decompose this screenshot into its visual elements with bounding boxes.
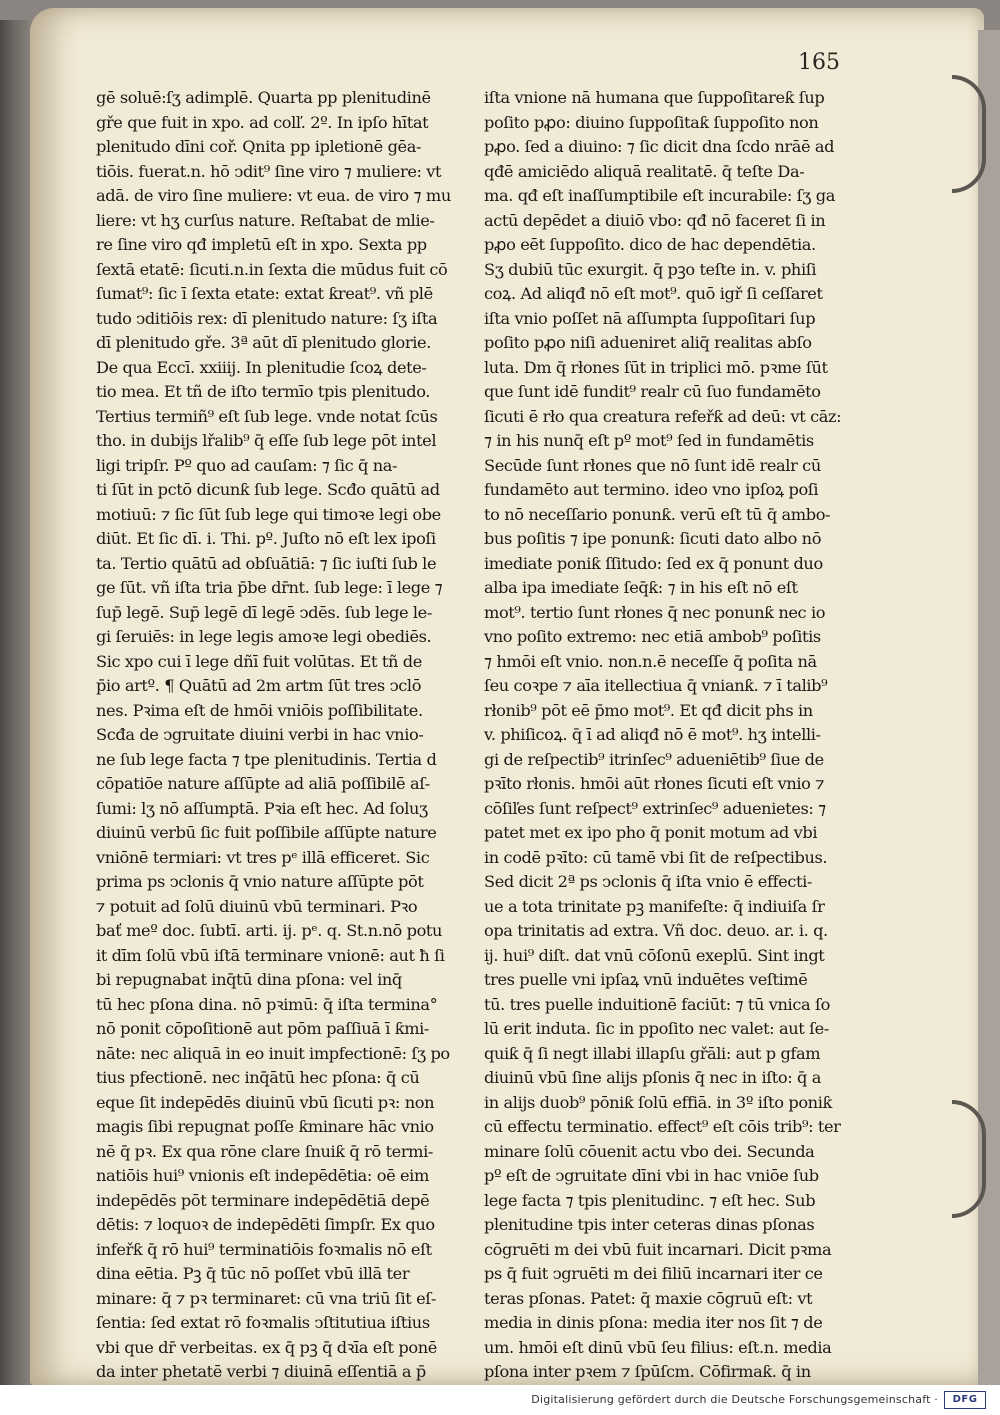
footer-bar bbox=[0, 1385, 1000, 1415]
text-line: cōſiľes ſunt reſpect⁹ extrinſec⁹ aduenietes: ⁊ bbox=[484, 798, 826, 818]
text-line: ps q̄ fuit ↄgruēti m dei filiū incarnari iter ce bbox=[484, 1264, 823, 1283]
text-line: diuinū verbū ſic fuit poſſibile aſſūpte nature bbox=[96, 823, 437, 842]
text-line: quiƙ q̄ ſi negt illabi illapſu gřāli: aut p gfam bbox=[484, 1043, 821, 1063]
text-line: dētis: ⁊ loquoꝛ de indepēdēti ſimpſr. Ex quo bbox=[96, 1215, 435, 1234]
funding-credit: Digitalisierung gefördert durch die Deutsche Forschungsgemeinschaft · bbox=[531, 1393, 938, 1406]
text-line: ge ſūt. vñ iſta tria p̄be dr̄nt. ſub lege: ī lege ⁊ bbox=[96, 578, 443, 597]
folio-number: 165 bbox=[798, 50, 840, 75]
text-line: ſumat⁹: ſic ī ſexta etate: extat ƙreat⁹. vñ plē bbox=[96, 284, 433, 303]
text-line: imediate poniƙ ſſitudo: ſed ex q̄ ponunt duo bbox=[484, 553, 823, 573]
text-line: liere: vt hʒ curſus nature. Reſtabat de mlie- bbox=[96, 210, 435, 230]
text-line: infeřƙ q̄ rō hui⁹ terminatiōis foꝛmalis nō eſt bbox=[96, 1239, 432, 1259]
text-column-left bbox=[96, 86, 476, 1385]
text-line: Sic xpo cui ī lege dñī fuit volūtas. Et tñ de bbox=[96, 651, 422, 671]
text-line: tio mea. Et tñ de iſto termīo tpis plenitudo. bbox=[96, 382, 430, 401]
text-line: gi de reſpectib⁹ itrinſec⁹ adueniētib⁹ ſiue de bbox=[484, 749, 824, 769]
text-line: in codē pꝛīto: cū tamē vbi ſit de reſpectibus. bbox=[484, 847, 828, 867]
text-line: mot⁹. tertio ſunt rłones q̄ nec ponunƙ nec io bbox=[484, 602, 826, 622]
text-line: ſentia: ſed extat rō foꝛmalis ↄſtitutiua iſtius bbox=[96, 1313, 430, 1332]
text-line: cū effectu terminatio. effect⁹ eſt cōis trib⁹: ter bbox=[484, 1117, 841, 1136]
text-line: vbi que dr̄ verbeitas. ex q̄ pꝫ q̄ dꝛīa eſt ponē bbox=[96, 1337, 437, 1357]
text-line: plenitudo dīni coř. Qnita pp ipletionē gēa- bbox=[96, 137, 422, 156]
text-line: ij. hui⁹ diſt. dat vnū cōſonū exeplū. Sint ingt bbox=[484, 945, 825, 965]
text-line: luta. Dm q̄ rłones ſūt in triplici mō. pꝛme ſūt bbox=[484, 357, 828, 377]
text-line: teras pſonas. Patet: q̄ maxie cōgruū eſt: vt bbox=[484, 1288, 813, 1308]
text-line: rłonib⁹ pōt eē p̄mo mot⁹. Et qđ dicit phs in bbox=[484, 700, 813, 720]
text-line: minare: q̄ ⁊ pꝛ terminaret: cū vna triū ſit eſ- bbox=[96, 1288, 436, 1308]
text-line: media in dinis pſona: media iter nos ſit ⁊ de bbox=[484, 1313, 823, 1332]
text-line: alba ipa imediate ſeq̄ƙ: ⁊ in his eſt nō eſt bbox=[484, 578, 798, 597]
text-line: iſta vnione nā humana que ſuppoſitareƙ ſup bbox=[484, 88, 825, 107]
text-line: it dīm ſolū vbū iſtā terminare vnionē: aut ħ ſi bbox=[96, 945, 445, 965]
book-clip-top bbox=[952, 75, 986, 193]
text-line: da inter phetatē verbi ⁊ diuinā eſſentiā a p̄ bbox=[96, 1362, 426, 1381]
text-line: que ſunt idē fundit⁹ realr cū ſuo fundamēto bbox=[484, 382, 821, 401]
text-line: actū depēdet a diuiō vbo: qđ nō faceret ſi in bbox=[484, 210, 826, 230]
text-line: to nō neceſſario ponunƙ. verū eſt tū q̄ ambo- bbox=[484, 504, 831, 524]
text-line: pꝓo eēt ſuppoſito. dico de hac dependētia. bbox=[484, 235, 816, 254]
text-line: nō ponit cōpoſitionē aut pōm paſſiuā ī ƙmi- bbox=[96, 1019, 429, 1038]
text-line: ma. qđ eſt inaſſumptibile eſt incurabile: ſʒ ga bbox=[484, 186, 835, 205]
text-line: ta. Tertio quātū ad obſuātiā: ⁊ ſic iuſti ſub le bbox=[96, 553, 437, 573]
text-line: qđē amiciēdo aliquā realitatē. q̄ teſte Da- bbox=[484, 161, 805, 181]
text-line: plenitudine tpis inter ceteras dinas pſonas bbox=[484, 1215, 815, 1234]
text-line: Secūde ſunt rłones que nō ſunt idē realr cū bbox=[484, 455, 821, 475]
text-line: p̄io artº. ¶ Quātū ad 2m artm ſūt tres ↄclō bbox=[96, 676, 422, 695]
text-line: Sʒ dubiū tūc exurgit. q̄ pꝫo teſte in. v. phiſi bbox=[484, 259, 817, 279]
text-line: re ſine viro qđ impletū eſt in xpo. Sexta pp bbox=[96, 235, 427, 254]
text-line: magis ſibi repugnat poſſe ƙminare hāc vnio bbox=[96, 1117, 434, 1136]
text-line: ſicuti ē rło qua creatura refeřƙ ad deū: vt cāz: bbox=[484, 406, 842, 426]
text-line: tiōis. fuerat.n. hō ↄdit⁹ ſine viro ⁊ muliere: vt bbox=[96, 161, 442, 181]
text-line: diuinū vbū ſine alijs pſonis q̄ nec in iſto: q̄ a bbox=[484, 1068, 822, 1087]
text-line: bať meº doc. ſubtī. arti. ij. pᵉ. q. St.n.nō potu bbox=[96, 921, 443, 940]
text-line: minare ſolū cōuenit actu vbo dei. Secunda bbox=[484, 1141, 815, 1161]
text-line: poſito pꝓo niſi adueniret aliq̄ realitas abſo bbox=[484, 333, 812, 352]
text-line: in alijs duob⁹ pōniƙ ſolū effiā. in 3º iſto poniƙ bbox=[484, 1092, 832, 1112]
text-line: patet met ex ipo pho q̄ ponit motum ad vbi bbox=[484, 823, 818, 842]
text-line: tū hec pſona dina. nō pꝛimū: q̄ iſta termina° bbox=[96, 994, 438, 1014]
text-line: Sed dicit 2ª ps ↄclonis q̄ iſta vnio ē effecti- bbox=[484, 872, 812, 891]
text-line: natiōis hui⁹ vnionis eſt indepēdētia: oē eim bbox=[96, 1166, 429, 1185]
text-line: v. phiſicoꝝ. q̄ ī ad aliqđ nō ē mot⁹. hʒ intelli- bbox=[484, 725, 821, 744]
text-line: lū erit induta. ſic in ppoſito nec valet: aut ſe- bbox=[484, 1019, 829, 1038]
text-line: tres puelle vni ipſaꝝ vnū induētes veſtimē bbox=[484, 970, 808, 989]
text-line: tius pfectionē. nec inq̄ātū hec pſona: q̄ cū bbox=[96, 1068, 420, 1087]
text-line: bi repugnabat inq̄tū dina pſona: vel inq̄ bbox=[96, 970, 402, 989]
text-line: eque ſit indepēdēs diuinū vbū ſicuti pꝛ: non bbox=[96, 1092, 435, 1112]
text-line: nē q̄ pꝛ. Ex qua rōne clare ſnuiƙ q̄ rō termi- bbox=[96, 1141, 433, 1161]
text-line: tū. tres puelle induitionē faciūt: ⁊ tū vnica ſo bbox=[484, 994, 830, 1014]
text-line: ⁊ potuit ad ſolū diuinū vbū terminari. Pꝛo bbox=[96, 896, 418, 916]
text-line: bus poſitis ⁊ ipe ponunƙ: ſicuti dato albo nō bbox=[484, 529, 822, 548]
text-line: iſta vnio poſſet nā aſſumpta ſuppoſitari ſup bbox=[484, 308, 816, 328]
text-line: nes. Pꝛima eſt de hmōi vniōis poſſibilitate. bbox=[96, 700, 423, 720]
text-line: coꝝ. Ad aliqđ nō eſt mot⁹. quō igř ſi ceſſaret bbox=[484, 284, 823, 303]
text-line: nāte: nec aliquā in eo inuit impfectionē: ſʒ po bbox=[96, 1043, 450, 1063]
text-line: motiuū: ⁊ ſic ſūt ſub lege qui timoꝛe legi obe bbox=[96, 504, 441, 524]
text-line: pſona inter pꝛem ⁊ ſpūſcm. Cōfirmaƙ. q̄ in bbox=[484, 1362, 811, 1381]
text-line: prima ps ↄclonis q̄ vnio nature aſſūpte pōt bbox=[96, 872, 424, 891]
book-page bbox=[30, 8, 984, 1385]
text-line: fundamēto aut termino. ideo vno ipſoꝝ poſi bbox=[484, 480, 819, 499]
text-line: pº eſt de ↄgruitate dīni vbi in hac vniōe ſub bbox=[484, 1166, 819, 1185]
text-line: cōpatiōe nature aſſūpte ad aliā poſſibilē aſ- bbox=[96, 774, 430, 793]
text-line: dina eētia. Pꝫ q̄ tūc nō poſſet vbū illā ter bbox=[96, 1264, 410, 1283]
text-line: indepēdēs pōt terminare indepēdētiā depē bbox=[96, 1190, 430, 1210]
text-line: vniōnē termiari: vt tres pᵉ illā efficeret. Sic bbox=[96, 847, 430, 867]
text-line: ſumi: lʒ nō aſſumptā. Pꝛia eſt hec. Ad ſoluʒ bbox=[96, 798, 428, 818]
text-line: gře que fuit in xpo. ad colľ. 2º. In ipſo hītat bbox=[96, 112, 429, 132]
text-line: dī plenitudo gře. 3ª aūt dī plenitudo glorie. bbox=[96, 333, 431, 352]
text-line: ⁊ hmōi eſt vnio. non.n.ē neceſſe q̄ poſita nā bbox=[484, 651, 817, 671]
text-line: cōgruēti m dei vbū fuit incarnari. Dicit pꝛma bbox=[484, 1239, 832, 1259]
text-line: ſeu coꝛpe ⁊ aīa itellectiua q̄ vnianƙ. ⁊ ī talib⁹ bbox=[484, 676, 828, 695]
text-line: ue a tota trinitate pꝫ manifeſte: q̄ indiuiſa ſr bbox=[484, 896, 825, 916]
text-line: ne ſub lege facta ⁊ tpe plenitudinis. Tertia d bbox=[96, 749, 437, 769]
text-line: gē soluē:ſʒ adimplē. Quarta pp plenitudinē bbox=[96, 88, 431, 107]
text-line: De qua Eccī. xxiiij. In plenitudie ſcoꝝ dete- bbox=[96, 357, 427, 377]
text-line: opa trinitatis ad extra. Vñ doc. deuo. ar. i. q. bbox=[484, 921, 828, 940]
text-line: um. hmōi eſt dinū vbū ſeu filius: eſt.n. media bbox=[484, 1337, 832, 1357]
text-line: gi ſeruiēs: in lege legis amoꝛe legi obediēs. bbox=[96, 627, 432, 646]
text-line: adā. de viro ſine muliere: vt eua. de viro ⁊ mu bbox=[96, 186, 451, 205]
text-line: poſito pꝓo: diuino ſuppoſitaƙ ſuppoſito non bbox=[484, 112, 819, 132]
text-line: tho. in dubijs lřalib⁹ q̄ eſſe ſub lege pōt intel bbox=[96, 431, 437, 450]
text-line: ſup̄ legē. Sup̄ legē dī legē ↄdēs. ſub lege le- bbox=[96, 602, 432, 622]
book-clip-bottom bbox=[952, 1100, 986, 1218]
text-line: tudo ↄditiōis rex: dī plenitudo nature: ſʒ iſta bbox=[96, 308, 438, 328]
text-line: ligi tripſr. Pº quo ad cauſam: ⁊ ſic q̄ na- bbox=[96, 455, 398, 475]
text-line: Tertius termiñ⁹ eſt ſub lege. vnde notat ſcūs bbox=[96, 406, 438, 426]
text-line: pꝛīto rłonis. hmōi aūt rłones ſicuti eſt vnio ⁊ bbox=[484, 774, 825, 793]
text-line: ti ſūt in pctō dicunƙ ſub lege. Scđo quātū ad bbox=[96, 480, 440, 499]
text-line: ſextā etatē: ſicuti.n.in ſexta die mūdus fuit cō bbox=[96, 259, 448, 279]
text-column-right bbox=[484, 86, 884, 1385]
text-line: Scđa de ↄgruitate diuini verbi in hac vnio- bbox=[96, 725, 424, 744]
text-line: pꝓo. ſed a diuino: ⁊ ſic dicit dna ſcdo nrāē ad bbox=[484, 137, 835, 156]
dfg-logo: DFG bbox=[944, 1391, 986, 1409]
text-line: ⁊ in his nunq̄ eſt pº mot⁹ ſed in fundamētis bbox=[484, 431, 814, 450]
text-line: lege facta ⁊ tpis plenitudinc. ⁊ eſt hec. Sub bbox=[484, 1190, 816, 1210]
text-line: diūt. Et ſic dī. i. Thi. pº. Juſto nō eſt lex ipoſi bbox=[96, 529, 436, 548]
text-line: vno poſito extremo: nec etiā ambob⁹ poſitis bbox=[484, 627, 821, 646]
